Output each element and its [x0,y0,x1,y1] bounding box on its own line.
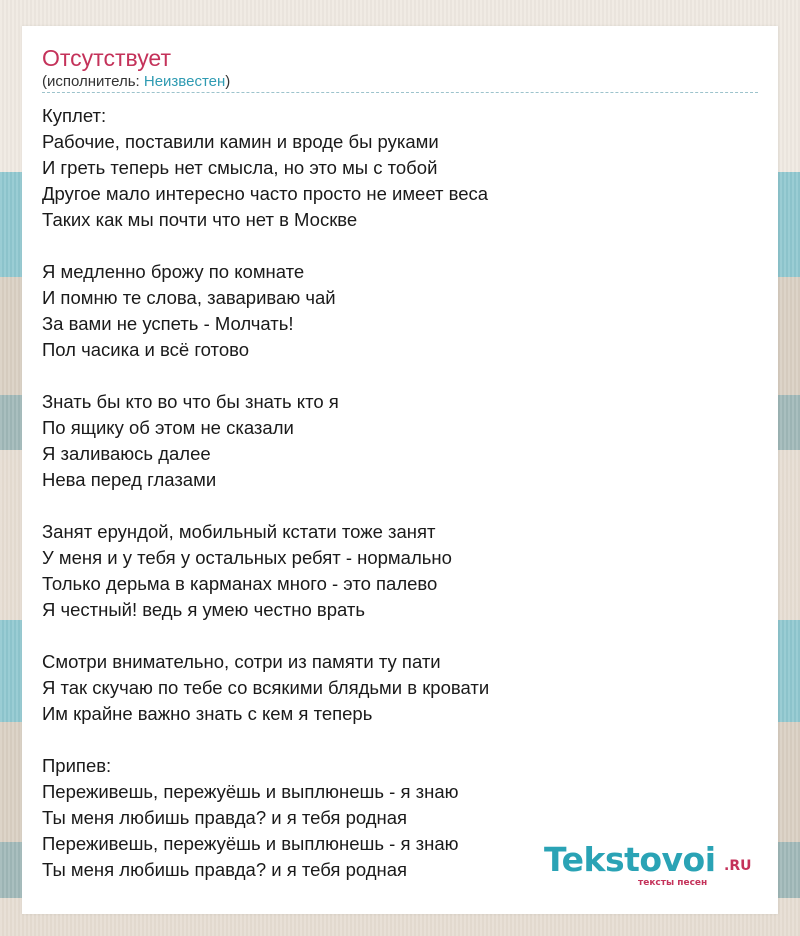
lyric-line: Только дерьма в карманах много - это палево [42,573,438,594]
title-divider [42,92,758,93]
lyric-line: Я заливаюсь далее [42,443,211,464]
lyrics-text [42,103,489,883]
lyric-line: Занят ерундой, мобильный кстати тоже занят [42,521,436,542]
lyrics-card [22,26,778,914]
lyric-line: Переживешь, пережуёшь и выплюнешь - я знаю [42,781,459,802]
lyric-line [42,623,489,649]
song-title: Отсутствует [42,45,171,71]
performer-line [42,72,230,92]
lyric-line: За вами не успеть - Молчать! [42,313,294,334]
lyric-line: Другое мало интересно часто просто не имеет веса [42,183,489,204]
lyric-line: Ты меня любишь правда? и я тебя родная [42,859,408,880]
lyric-line: Рабочие, поставили камин и вроде бы руками [42,131,439,152]
logo-name: Tekstovoi [544,840,716,879]
tekstovoi-logo[interactable] [544,840,754,890]
lyric-line: Им крайне важно знать с кем я теперь [42,703,373,724]
lyric-line: Ты меня любишь правда? и я тебя родная [42,807,408,828]
lyric-line: Нева перед глазами [42,469,217,490]
lyric-line [42,493,489,519]
lyric-line: И помню те слова, завариваю чай [42,287,336,308]
lyric-line: Смотри внимательно, сотри из памяти ту пати [42,651,441,672]
lyric-line: У меня и у тебя у остальных ребят - нормально [42,547,452,568]
lyric-line: Куплет: [42,105,107,126]
lyric-line: Я медленно брожу по комнате [42,261,305,282]
performer-prefix: (исполнитель: [42,73,144,90]
lyric-line: Припев: [42,755,112,776]
lyric-line: И греть теперь нет смысла, но это мы с тобой [42,157,438,178]
lyric-line: По ящику об этом не сказали [42,417,294,438]
logo-tagline: тексты песен [638,878,708,888]
lyric-line: Я так скучаю по тебе со всякими блядьми в кровати [42,677,490,698]
lyric-line: Знать бы кто во что бы знать кто я [42,391,339,412]
performer-link[interactable]: Неизвестен [143,73,226,90]
lyric-line: Пол часика и всё готово [42,339,250,360]
logo-tld: .RU [724,858,752,874]
lyric-line: Таких как мы почти что нет в Москве [42,209,358,230]
lyric-line [42,363,489,389]
lyric-line: Я честный! ведь я умею честно врать [42,599,365,620]
lyric-line: Переживешь, пережуёшь и выплюнешь - я знаю [42,833,459,854]
performer-suffix: ) [225,73,231,90]
lyric-line [42,727,489,753]
lyric-line [42,233,489,259]
